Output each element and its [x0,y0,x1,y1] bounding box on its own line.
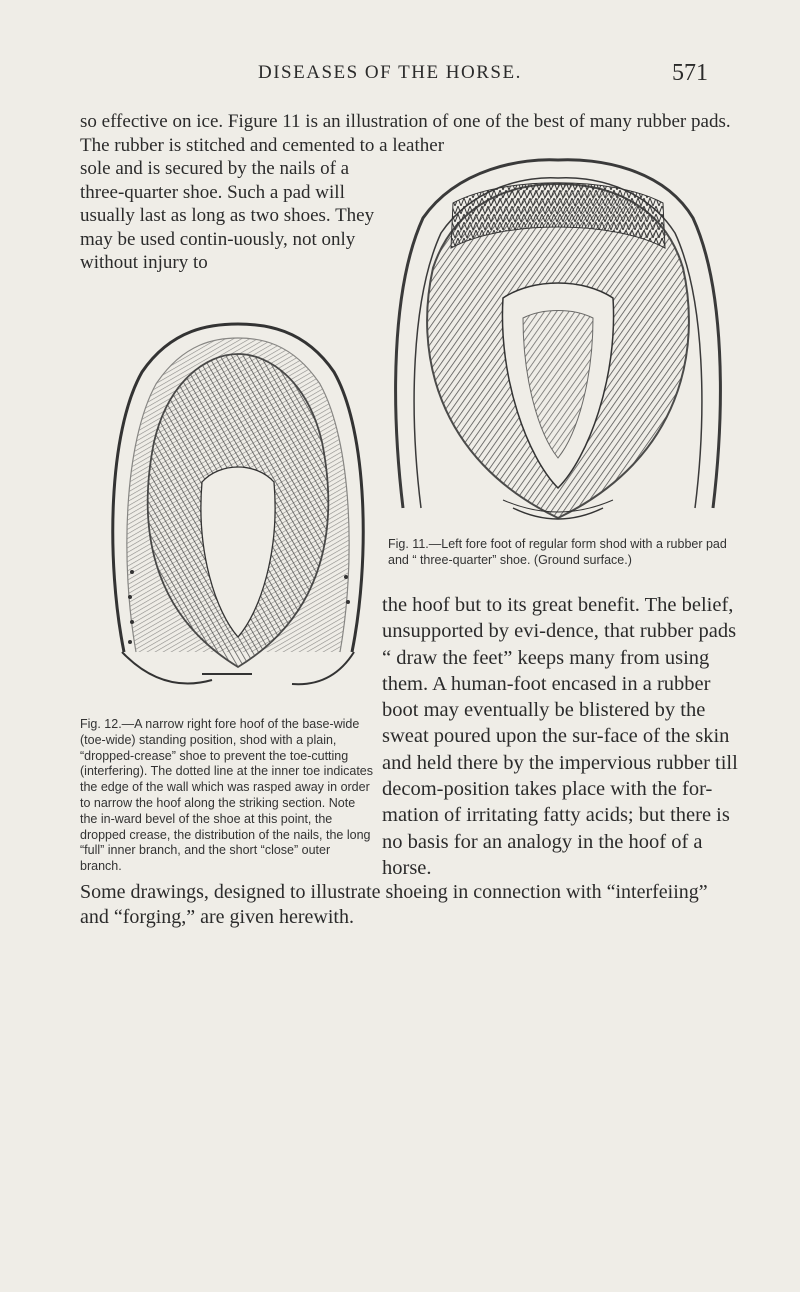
figure-12-illustration [102,322,374,694]
running-title: DISEASES OF THE HORSE. [258,62,522,83]
paragraph-top-full: so effective on ice. Figure 11 is an illustration of one of the best of many rubber pads. The rubber is stitched and cemented to a leather [80,111,731,156]
figure-11-caption: Fig. 11.—Left fore foot of regular form shod with a rubber pad and “ three-quarter” shoe. (Ground surface.) [388,537,727,567]
paragraph-top-left: sole and is secured by the nails of a three-quarter shoe. Such a pad will usually last as long as two shoes. They may be used contin-uously, not only without injury to [80,158,375,273]
paragraph-right-column: the hoof but to its great benefit. The belief, unsupported by evi-dence, that rubber pads “ draw the feet” keeps many from using them. A human-foot encased in a rubber boot may eventually be blistered by the sweat poured upon the sur-face of the skin and held there by the impervious rubber till decom-position takes place with the for-mation of irritating fatty acids; but there is no basis for an analogy in the hoof of a horse. [382,594,738,879]
figure-11-illustration [383,158,731,530]
running-head [0,60,800,90]
page-number: 571 [672,60,708,86]
paragraph-bottom: Some drawings, designed to illustrate shoeing in connection with “interfeiing” and “forging,” are given herewith. [80,881,708,928]
figure-12-caption: Fig. 12.—A narrow right fore hoof of the base-wide (toe-wide) standing position, shod with a plain, “dropped-crease” shoe to prevent the toe-cutting (interfering). The dotted line at the inner toe indicates the edge of the wall which was rasped away in order to narrow the hoof along the striking section. Note the in-ward bevel of the shoe at this point, the dropped crease, the distribution of the nails, the long “full” inner branch, and the short “close” outer branch. [80,717,373,874]
